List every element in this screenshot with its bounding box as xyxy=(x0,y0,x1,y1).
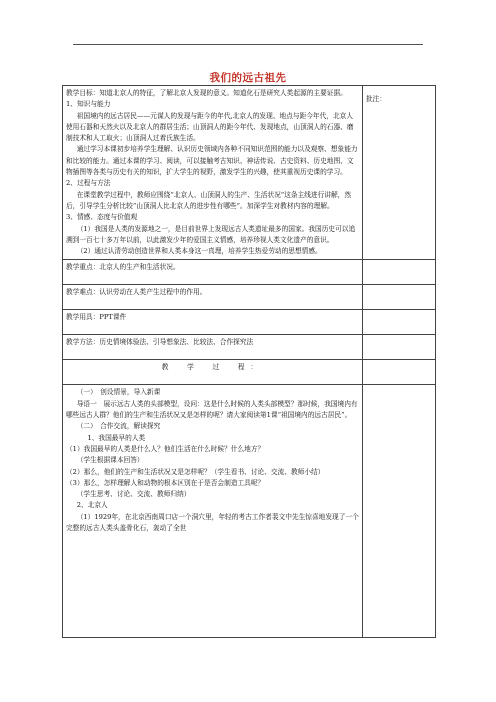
key-point-annotation xyxy=(363,260,436,285)
process-row xyxy=(63,385,436,638)
question-1-note: （学生根据课本回答） xyxy=(76,456,144,465)
question-2: （2）那么，他们的生产和生活状况又是怎样呢？（学生看书、讨论、交流、教师小结） xyxy=(66,467,325,476)
section-heading-2: 2、北京人 xyxy=(76,501,108,510)
method-text: 在课堂教学过程中，教师应围绕“北京人、山顶洞人的生产、生活状况”这条主线进行讲解，然后，引导学生分析比较“山顶洞人比北京人的进步性有哪些”。加深学生对教材内容的理解。 xyxy=(66,190,352,210)
tools-row xyxy=(63,310,436,335)
question-1: （1）我国最早的人类是什么人？他们生活在什么时候？什么地方？ xyxy=(66,444,265,453)
knowledge-text: 祖国境内的远古居民——元谋人的发现与距今的年代,北京人的发现、地点与距今年代，北京人使用石器和天然火以及北京人的群居生活；山顶洞人的距今年代、发现地点，山顶洞人的石器、磨制技术和人工取火；山顶洞人过着氏族生活。 xyxy=(66,111,354,143)
method-heading: 2、过程与方法 xyxy=(66,179,111,188)
objectives-cell xyxy=(63,86,363,260)
difficulty-cell: 教学难点：认识劳动在人类产生过程中的作用。 xyxy=(63,285,363,310)
question-3: （3）那么，怎样理解人和动物的根本区别在于是否会制造工具呢？ xyxy=(66,478,265,487)
header-rule xyxy=(73,44,423,45)
methods-annotation xyxy=(363,335,436,360)
objectives-heading: 教学目标：知道北京人的特征，了解北京人发现的意义。知道化石是研究人类起源的主要证据。 xyxy=(66,89,347,97)
process-step-2: （二） 合作交流，解读探究 xyxy=(76,422,161,431)
process-step-1: （一） 创设情景，导入新课 xyxy=(76,388,161,397)
process-annotation xyxy=(363,360,436,385)
process-title-row xyxy=(63,360,436,385)
key-point-row xyxy=(63,260,436,285)
question-3-note: （学生思考、讨论、交流、教师归纳） xyxy=(76,490,191,499)
methods-row xyxy=(63,335,436,360)
values-text-1: （1）我国是人类的发源地之一，是目前世界上发现远古人类遗址最多的国家。我国历史可以追溯到一百七十多万年以前，以此激发少年的爱国主义情感，培养珍视人类文化遗产的意识。 xyxy=(66,224,356,244)
process-intro: 导语一 展示远古人类的头部模型，设问：这是什么时候的人类头部模型？那时候，我国境内有哪些远古人群？他们的生产和生活状况又是怎样的呢？请大家阅读第1课“祖国境内的远古居民”。 xyxy=(66,399,358,420)
values-heading: 3、情感、态度与价值观 xyxy=(66,213,138,222)
tools-cell: 教学用具：PPT课件 xyxy=(63,310,363,335)
process-annotation-space xyxy=(363,385,436,638)
peking-man-text: （1）1929年，在北京西南周口店一个洞穴里，年轻的考古工作者裴文中先生惊喜地发现了一个完整的远古人类头盖骨化石，轰动了全世 xyxy=(66,512,359,533)
tools-annotation xyxy=(363,310,436,335)
objectives-row xyxy=(63,86,436,260)
ability-text: 通过学习本课初步培养学生理解、认识历史领域内各种不同知识范围的能力以及观察、想象能力和比较的能力。通过本课的学习、阅读，可以接触考古知识、神话传说、古史资料、历史地图、文物插图等各类与历史有关的知识，扩大学生的视野，激发学生的兴趣，使其重视历史课的学习。 xyxy=(66,145,358,177)
knowledge-heading: 1、知识与能力 xyxy=(66,100,111,109)
section-heading-1: 1、我国最早的人类 xyxy=(87,433,146,442)
lesson-plan-table xyxy=(62,85,436,638)
difficulty-row xyxy=(63,285,436,310)
key-point-cell: 教学重点：北京人的生产和生活状况。 xyxy=(63,260,363,285)
annotation-cell xyxy=(363,86,436,260)
annotation-label: 批注： xyxy=(366,95,387,103)
difficulty-annotation xyxy=(363,285,436,310)
process-cell xyxy=(63,385,363,638)
process-title: 教 学 过 程： xyxy=(63,360,363,385)
values-text-2: （2）通过认清劳动创造世界和人类本身这一真理，培养学生热爱劳动的思想情感。 xyxy=(76,247,322,256)
methods-cell: 教学方法：历史情境体验法、引导想象法、比较法、合作探究法 xyxy=(63,335,363,360)
page-title: 我们的远古祖先 xyxy=(209,72,287,84)
